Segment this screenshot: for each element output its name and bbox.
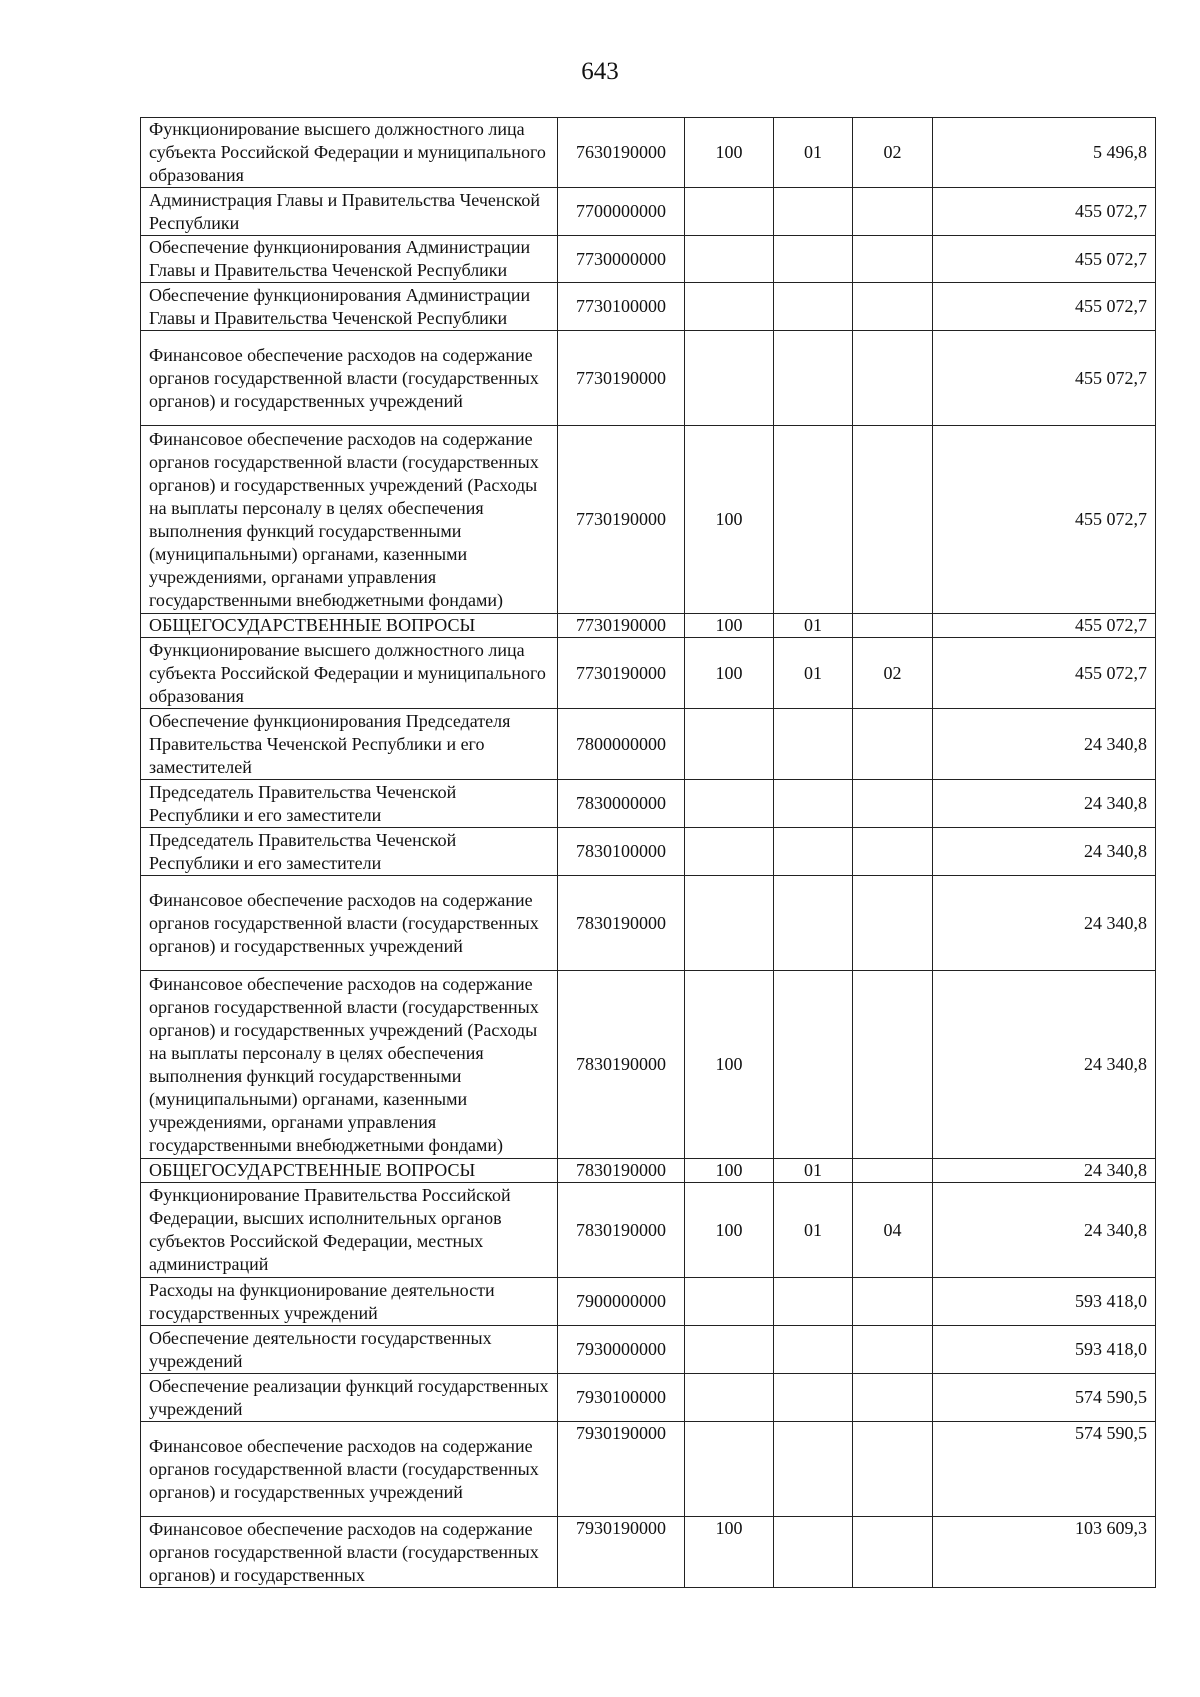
row-name: Обеспечение реализации функций государственных учреждений	[141, 1374, 558, 1422]
row-amount: 593 418,0	[933, 1278, 1156, 1326]
row-subsection	[853, 1326, 933, 1374]
table-row	[141, 331, 1156, 426]
row-name: Функционирование Правительства Российской Федерации, высших исполнительных органов субъектов Российской Федерации, местных администраций	[141, 1183, 558, 1278]
page-number: 643	[581, 58, 619, 85]
row-subsection	[853, 780, 933, 828]
row-target-code: 7830000000	[558, 780, 685, 828]
row-subsection	[853, 283, 933, 331]
row-amount: 24 340,8	[933, 709, 1156, 780]
row-amount: 593 418,0	[933, 1326, 1156, 1374]
row-amount: 24 340,8	[933, 1159, 1156, 1183]
row-amount: 455 072,7	[933, 236, 1156, 283]
row-section	[774, 1374, 853, 1422]
row-amount: 24 340,8	[933, 876, 1156, 971]
row-expense-type: 100	[685, 1183, 774, 1278]
row-amount: 455 072,7	[933, 331, 1156, 426]
table-row	[141, 1183, 1156, 1278]
row-name: Расходы на функционирование деятельности государственных учреждений	[141, 1278, 558, 1326]
row-target-code: 7930190000	[558, 1422, 685, 1517]
row-amount: 24 340,8	[933, 971, 1156, 1159]
row-name: Функционирование высшего должностного лица субъекта Российской Федерации и муниципального образования	[141, 638, 558, 709]
row-subsection	[853, 188, 933, 236]
row-subsection	[853, 331, 933, 426]
row-name: Финансовое обеспечение расходов на содержание органов государственной власти (государственных органов) и государственных учреждений (Расходы на выплаты персоналу в целях обеспечения выполнения функций государственными (муниципальными) органами, казенными учреждениями, органами управления государственными внебюджетными фондами)	[141, 971, 558, 1159]
table-row	[141, 1159, 1156, 1183]
row-subsection	[853, 876, 933, 971]
row-name: Финансовое обеспечение расходов на содержание органов государственной власти (государственных органов) и государственных учреждений	[141, 876, 558, 971]
row-subsection	[853, 614, 933, 638]
row-section	[774, 1517, 853, 1588]
row-subsection: 04	[853, 1183, 933, 1278]
row-target-code: 7730000000	[558, 236, 685, 283]
row-expense-type	[685, 331, 774, 426]
row-subsection	[853, 971, 933, 1159]
row-section	[774, 876, 853, 971]
row-amount: 574 590,5	[933, 1374, 1156, 1422]
row-section	[774, 709, 853, 780]
row-amount: 5 496,8	[933, 118, 1156, 188]
row-name: Финансовое обеспечение расходов на содержание органов государственной власти (государственных органов) и государственных	[141, 1517, 558, 1588]
row-subsection: 02	[853, 638, 933, 709]
row-amount: 103 609,3	[933, 1517, 1156, 1588]
table-row	[141, 426, 1156, 614]
row-expense-type	[685, 188, 774, 236]
row-expense-type: 100	[685, 614, 774, 638]
table-row	[141, 780, 1156, 828]
row-target-code: 7730190000	[558, 331, 685, 426]
row-name: Администрация Главы и Правительства Чеченской Республики	[141, 188, 558, 236]
row-amount: 455 072,7	[933, 426, 1156, 614]
table-row	[141, 828, 1156, 876]
row-expense-type: 100	[685, 638, 774, 709]
row-subsection	[853, 1422, 933, 1517]
row-expense-type: 100	[685, 1517, 774, 1588]
row-target-code: 7730190000	[558, 638, 685, 709]
table-row	[141, 614, 1156, 638]
row-section: 01	[774, 1159, 853, 1183]
row-name: Обеспечение функционирования Администрации Главы и Правительства Чеченской Республики	[141, 283, 558, 331]
row-target-code: 7930100000	[558, 1374, 685, 1422]
table-row	[141, 236, 1156, 283]
row-section	[774, 236, 853, 283]
row-section	[774, 188, 853, 236]
row-subsection	[853, 709, 933, 780]
row-amount: 24 340,8	[933, 780, 1156, 828]
row-expense-type	[685, 236, 774, 283]
row-amount: 455 072,7	[933, 188, 1156, 236]
row-target-code: 7730190000	[558, 426, 685, 614]
table-row	[141, 118, 1156, 188]
row-section	[774, 331, 853, 426]
row-section: 01	[774, 118, 853, 188]
row-expense-type: 100	[685, 1159, 774, 1183]
row-expense-type	[685, 1374, 774, 1422]
row-section: 01	[774, 1183, 853, 1278]
row-expense-type	[685, 780, 774, 828]
table-row	[141, 283, 1156, 331]
row-expense-type: 100	[685, 971, 774, 1159]
table-row	[141, 1278, 1156, 1326]
row-expense-type	[685, 876, 774, 971]
row-target-code: 7830190000	[558, 971, 685, 1159]
row-name: Председатель Правительства Чеченской Республики и его заместители	[141, 828, 558, 876]
row-name: Обеспечение функционирования Председателя Правительства Чеченской Республики и его заместителей	[141, 709, 558, 780]
row-subsection	[853, 426, 933, 614]
row-target-code: 7730100000	[558, 283, 685, 331]
table-row	[141, 1326, 1156, 1374]
row-expense-type: 100	[685, 118, 774, 188]
row-target-code: 7830190000	[558, 876, 685, 971]
row-target-code: 7900000000	[558, 1278, 685, 1326]
row-expense-type	[685, 709, 774, 780]
row-subsection: 02	[853, 118, 933, 188]
row-name: Функционирование высшего должностного лица субъекта Российской Федерации и муниципального образования	[141, 118, 558, 188]
row-target-code: 7630190000	[558, 118, 685, 188]
row-section: 01	[774, 614, 853, 638]
row-name: Обеспечение деятельности государственных учреждений	[141, 1326, 558, 1374]
row-amount: 455 072,7	[933, 614, 1156, 638]
table-row	[141, 638, 1156, 709]
row-name: Председатель Правительства Чеченской Республики и его заместители	[141, 780, 558, 828]
row-target-code: 7700000000	[558, 188, 685, 236]
row-target-code: 7930000000	[558, 1326, 685, 1374]
row-expense-type	[685, 828, 774, 876]
table-row	[141, 1374, 1156, 1422]
table-row	[141, 1422, 1156, 1517]
row-subsection	[853, 1278, 933, 1326]
table-row	[141, 876, 1156, 971]
row-target-code: 7800000000	[558, 709, 685, 780]
row-section	[774, 971, 853, 1159]
row-amount: 574 590,5	[933, 1422, 1156, 1517]
row-amount: 24 340,8	[933, 1183, 1156, 1278]
row-section: 01	[774, 638, 853, 709]
table-row	[141, 188, 1156, 236]
row-amount: 455 072,7	[933, 638, 1156, 709]
budget-table	[140, 117, 1156, 1588]
row-section	[774, 828, 853, 876]
row-section	[774, 1326, 853, 1374]
row-target-code: 7730190000	[558, 614, 685, 638]
row-name: ОБЩЕГОСУДАРСТВЕННЫЕ ВОПРОСЫ	[141, 1159, 558, 1183]
row-target-code: 7830190000	[558, 1159, 685, 1183]
row-subsection	[853, 1517, 933, 1588]
row-subsection	[853, 828, 933, 876]
row-target-code: 7830190000	[558, 1183, 685, 1278]
row-expense-type	[685, 283, 774, 331]
row-name: Финансовое обеспечение расходов на содержание органов государственной власти (государственных органов) и государственных учреждений	[141, 331, 558, 426]
row-name: Финансовое обеспечение расходов на содержание органов государственной власти (государственных органов) и государственных учреждений (Расходы на выплаты персоналу в целях обеспечения выполнения функций государственными (муниципальными) органами, казенными учреждениями, органами управления государственными внебюджетными фондами)	[141, 426, 558, 614]
row-subsection	[853, 236, 933, 283]
row-section	[774, 1278, 853, 1326]
table-row	[141, 709, 1156, 780]
row-amount: 24 340,8	[933, 828, 1156, 876]
table-row	[141, 971, 1156, 1159]
table-row	[141, 1517, 1156, 1588]
row-expense-type	[685, 1326, 774, 1374]
row-amount: 455 072,7	[933, 283, 1156, 331]
row-section	[774, 426, 853, 614]
row-section	[774, 780, 853, 828]
row-expense-type	[685, 1422, 774, 1517]
row-subsection	[853, 1374, 933, 1422]
row-expense-type	[685, 1278, 774, 1326]
row-section	[774, 1422, 853, 1517]
row-expense-type: 100	[685, 426, 774, 614]
row-name: Финансовое обеспечение расходов на содержание органов государственной власти (государственных органов) и государственных учреждений	[141, 1422, 558, 1517]
row-section	[774, 283, 853, 331]
row-target-code: 7830100000	[558, 828, 685, 876]
row-target-code: 7930190000	[558, 1517, 685, 1588]
row-name: ОБЩЕГОСУДАРСТВЕННЫЕ ВОПРОСЫ	[141, 614, 558, 638]
row-name: Обеспечение функционирования Администрации Главы и Правительства Чеченской Республики	[141, 236, 558, 283]
row-subsection	[853, 1159, 933, 1183]
